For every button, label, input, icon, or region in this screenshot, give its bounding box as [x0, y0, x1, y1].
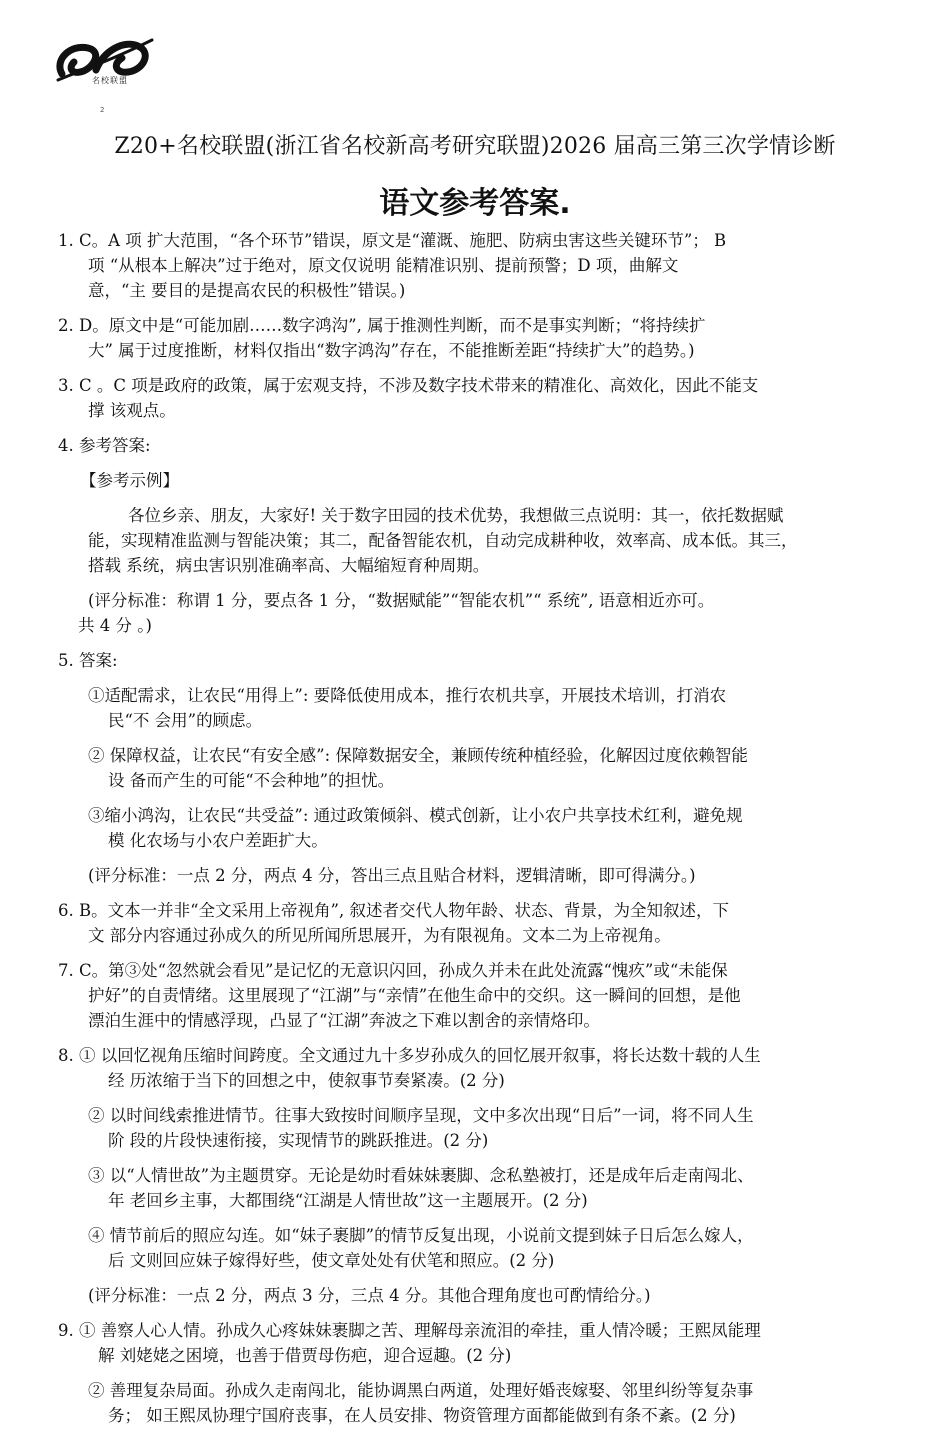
- answer-5-point: [58, 803, 896, 853]
- answer-line: 6. B。文本一并非“全文采用上帝视角”, 叙述者交代人物年龄、状态、背景，为全知叙述，下: [58, 901, 729, 920]
- point-line: ③缩小鸿沟，让农民“共受益”: 通过政策倾斜、模式创新，让小农户共享技术红利，避免规: [88, 806, 743, 825]
- answer-line: 项 “从根本上解决”过于绝对，原文仅说明 能精准识别、提前预警；D 项，曲解文: [88, 256, 679, 275]
- point-line: 民“不 会用”的顾虑。: [108, 711, 263, 730]
- answer-4: [58, 433, 896, 458]
- note-line: (评分标准：一点 2 分，两点 3 分，三点 4 分。其他合理角度也可酌情给分。): [88, 1286, 651, 1305]
- answer-3: [58, 373, 896, 423]
- point-line: 年 老回乡主事，大都围绕“江湖是人情世故”这一主题展开。(2 分): [108, 1191, 588, 1210]
- note-line: (评分标准：称谓 1 分，要点各 1 分，“数据赋能”“智能农机”“ 系统”, 语意相近亦可。: [88, 591, 715, 610]
- point-line: 设 备而产生的可能“不会种地”的担忧。: [108, 771, 395, 790]
- answer-5-point: [58, 743, 896, 793]
- answer-1: [58, 228, 896, 303]
- answer-line: 大” 属于过度推断，材料仅指出“数字鸿沟”存在，不能推断差距“持续扩大”的趋势。): [88, 341, 695, 360]
- answer-line: 4. 参考答案:: [58, 436, 151, 455]
- answer-content: [58, 228, 896, 1438]
- answer-line: 2. D。原文中是“可能加剧……数字鸿沟”, 属于推测性判断，而不是事实判断；“将持续扩: [58, 316, 706, 335]
- point-line: ② 保障权益，让农民“有安全感”: 保障数据安全，兼顾传统种植经验，化解因过度依赖智能: [88, 746, 748, 765]
- answer-8-point: [58, 1103, 896, 1153]
- answer-2: [58, 313, 896, 363]
- scoring-note-8: [58, 1283, 896, 1308]
- page-subtitle: 语文参考答案.: [379, 186, 571, 221]
- answer-line: 漂泊生涯中的情感浮现，凸显了“江湖”奔波之下难以割舍的亲情烙印。: [88, 1011, 600, 1030]
- answer-5-point: [58, 683, 896, 733]
- paragraph-line: 搭载 系统，病虫害识别准确率高、大幅缩短育种周期。: [88, 556, 490, 575]
- point-line: 务； 如王熙凤协理宁国府丧事，在人员安排、物资管理方面都能做到有条不紊。(2 分): [108, 1406, 736, 1425]
- answer-8-point: [58, 1163, 896, 1213]
- note-line: (评分标准：一点 2 分，两点 4 分，答出三点且贴合材料，逻辑清晰，即可得满分。): [88, 866, 696, 885]
- note-line: 共 4 分 。): [78, 616, 152, 635]
- answer-line: 护好”的自责情绪。这里展现了“江湖”与“亲情”在他生命中的交织。这一瞬间的回想，是他: [88, 986, 741, 1005]
- point-line: ② 善理复杂局面。孙成久走南闯北，能协调黑白两道，处理好婚丧嫁娶、邻里纠纷等复杂事: [88, 1381, 754, 1400]
- answer-line: 1. C。A 项 扩大范围，“各个环节”错误，原文是“灌溉、施肥、防病虫害这些关键环节”； B: [58, 231, 727, 250]
- reference-example-tag: 【参考示例】: [80, 471, 179, 490]
- page-title: Z20+名校联盟(浙江省名校新高考研究联盟)2026 届高三第三次学情诊断: [114, 134, 836, 159]
- point-line: 模 化农场与小农户差距扩大。: [108, 831, 328, 850]
- logo-text: 名校联盟: [92, 76, 128, 85]
- answer-line: 意，“主 要目的是提高农民的积极性”错误。): [88, 281, 406, 300]
- point-line: 9. ① 善察人心人情。孙成久心疼妹妹裹脚之苦、理解母亲流泪的牵挂，重人情冷暖；王熙凤能理: [58, 1321, 761, 1340]
- point-line: ①适配需求，让农民“用得上”: 要降低使用成本，推行农机共享，开展技术培训，打消农: [88, 686, 727, 705]
- point-line: ④ 情节前后的照应勾连。如“妹子裹脚”的情节反复出现，小说前文提到妹子日后怎么嫁人，: [88, 1226, 754, 1245]
- tiny-mark: 2: [100, 106, 105, 114]
- answer-line: 撑 该观点。: [88, 401, 176, 420]
- answer-8-point: [58, 1043, 896, 1093]
- scoring-note-4: [58, 588, 896, 638]
- answer-9-point: [58, 1318, 896, 1368]
- point-line: ③ 以“人情世故”为主题贯穿。无论是幼时看妹妹裹脚、念私塾被打，还是成年后走南闯北、: [88, 1166, 754, 1185]
- point-line: 8. ① 以回忆视角压缩时间跨度。全文通过九十多岁孙成久的回忆展开叙事，将长达数十载的人生: [58, 1046, 761, 1065]
- answer-line: 5. 答案:: [58, 651, 118, 670]
- logo: [52, 30, 162, 94]
- point-line: 阶 段的片段快速衔接，实现情节的跳跃推进。(2 分): [108, 1131, 489, 1150]
- answer-line: 3. C 。C 项是政府的政策，属于宏观支持，不涉及数字技术带来的精准化、高效化，因此不能支: [58, 376, 759, 395]
- point-line: 经 历浓缩于当下的回想之中，使叙事节奏紧凑。(2 分): [108, 1071, 505, 1090]
- point-line: 后 文则回应妹子嫁得好些，使文章处处有伏笔和照应。(2 分): [108, 1251, 555, 1270]
- answer-5: [58, 648, 896, 673]
- answer-6: [58, 898, 896, 948]
- reference-example-paragraph: [58, 503, 896, 578]
- paragraph-line: 各位乡亲、朋友，大家好! 关于数字田园的技术优势，我想做三点说明：其一，依托数据赋: [128, 506, 784, 525]
- answer-line: 文 部分内容通过孙成久的所见所闻所思展开，为有限视角。文本二为上帝视角。: [88, 926, 671, 945]
- answer-line: 7. C。第③处“忽然就会看见”是记忆的无意识闪回，孙成久并未在此处流露“愧疚”或“未能保: [58, 961, 728, 980]
- point-line: ② 以时间线索推进情节。往事大致按时间顺序呈现，文中多次出现“日后”一词，将不同人生: [88, 1106, 754, 1125]
- answer-9-point: [58, 1378, 896, 1428]
- answer-8-point: [58, 1223, 896, 1273]
- paragraph-line: 能，实现精准监测与智能决策；其二，配备智能农机，自动完成耕种收，效率高、成本低。其三，: [88, 531, 798, 550]
- point-line: 解 刘姥姥之困境，也善于借贾母伤疤，迎合逗趣。(2 分): [98, 1346, 512, 1365]
- scoring-note-5: [58, 863, 896, 888]
- answer-7: [58, 958, 896, 1033]
